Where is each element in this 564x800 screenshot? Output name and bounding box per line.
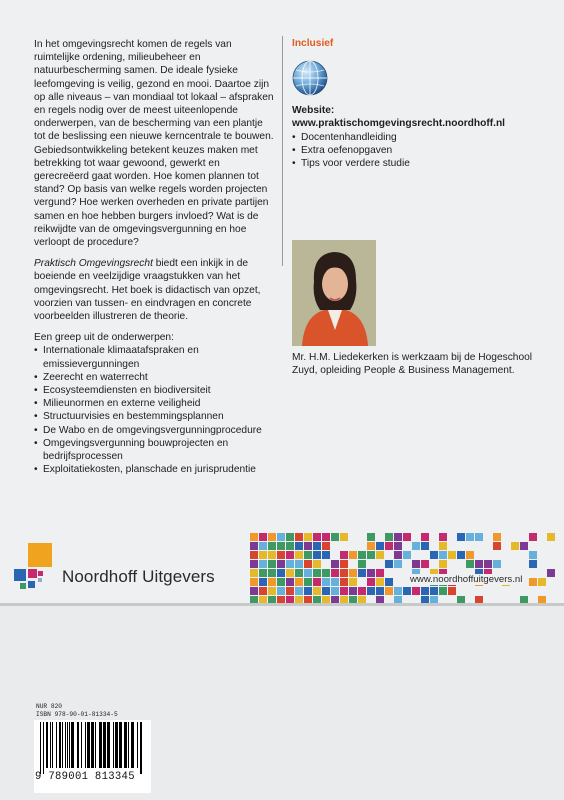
topic-item: • Milieunormen en externe veiligheid (34, 397, 274, 410)
description-text: biedt een inkijk in de boeiende en veelzijdige vraagstukken van het omgevingsrecht. Het boek is didactisch van opzet, voorzien van tussen- en eindvragen en concrete voorbeelden illustreren de theorie. (34, 258, 261, 323)
isbn-code: ISBN 978-90-01-81334-5 (36, 711, 118, 718)
mosaic-tile (385, 560, 393, 568)
mosaic-tile (259, 542, 267, 550)
mosaic-tile (358, 551, 366, 559)
mosaic-tile (295, 560, 303, 568)
barcode-bar (43, 722, 44, 774)
mosaic-tile (259, 551, 267, 559)
mosaic-tile (385, 587, 393, 595)
topic-item: • Exploitatiekosten, planschade en jurisprudentie (34, 463, 274, 476)
mosaic-tile (286, 551, 294, 559)
mosaic-tile (268, 533, 276, 541)
mosaic-tile (340, 560, 348, 568)
book-title-inline: Praktisch Omgevingsrecht (34, 258, 153, 270)
mosaic-tile (538, 578, 546, 586)
mosaic-tile (250, 587, 258, 595)
mosaic-tile (412, 542, 420, 550)
mosaic-tile (268, 578, 276, 586)
mosaic-tile (286, 533, 294, 541)
mosaic-tile (394, 560, 402, 568)
mosaic-tile (277, 569, 285, 577)
mosaic-tile (313, 551, 321, 559)
barcode-bars (34, 722, 151, 774)
mosaic-tile (295, 578, 303, 586)
topic-item: • Structuurvisies en bestemmingsplannen (34, 410, 274, 423)
topic-item: • Internationale klimaatafspraken en emissievergunningen (34, 344, 274, 370)
mosaic-tile (313, 587, 321, 595)
mosaic-tile (277, 578, 285, 586)
mosaic-tile (439, 551, 447, 559)
mosaic-tile (250, 560, 258, 568)
mosaic-tile (331, 569, 339, 577)
mosaic-tile (376, 569, 384, 577)
horizontal-rule (0, 603, 564, 606)
mosaic-tile (367, 542, 375, 550)
mosaic-tile (277, 533, 285, 541)
mosaic-tile (466, 560, 474, 568)
mosaic-tile (304, 533, 312, 541)
mosaic-tile (295, 533, 303, 541)
barcode-bar (77, 722, 79, 768)
topic-item: • Zeerecht en waterrecht (34, 371, 274, 384)
mosaic-tile (448, 551, 456, 559)
mosaic-tile (430, 587, 438, 595)
mosaic-tile (367, 551, 375, 559)
mosaic-tile (367, 569, 375, 577)
mosaic-tile (439, 542, 447, 550)
author-photo (292, 240, 376, 346)
mosaic-tile (322, 587, 330, 595)
mosaic-tile (340, 533, 348, 541)
mosaic-tile (250, 569, 258, 577)
extras-item: • Tips voor verdere studie (292, 157, 552, 170)
mosaic-tile (430, 551, 438, 559)
barcode-bar (91, 722, 94, 768)
barcode-bar (131, 722, 134, 768)
mosaic-tile (349, 569, 357, 577)
mosaic-tile (349, 551, 357, 559)
barcode-bar (107, 722, 110, 768)
mosaic-tile (457, 533, 465, 541)
mosaic-tile (376, 578, 384, 586)
mosaic-tile (250, 578, 258, 586)
barcode-bar (56, 722, 57, 768)
column-divider (282, 36, 283, 266)
barcode-bar (124, 722, 127, 768)
mosaic-tile (313, 569, 321, 577)
color-mosaic (250, 533, 564, 605)
mosaic-tile (304, 560, 312, 568)
barcode-bar (103, 722, 106, 768)
mosaic-tile (295, 551, 303, 559)
mosaic-tile (340, 587, 348, 595)
mosaic-tile (367, 533, 375, 541)
topics-heading: Een greep uit de onderwerpen: (34, 332, 174, 344)
mosaic-tile (268, 587, 276, 595)
mosaic-tile (349, 587, 357, 595)
mosaic-tile (547, 533, 555, 541)
mosaic-tile (394, 542, 402, 550)
barcode-bar (99, 722, 102, 768)
extras-item: • Extra oefenopgaven (292, 144, 552, 157)
intro-paragraph: In het omgevingsrecht komen de regels van ruimtelijke ordening, milieubeheer en natuurbescherming samen. De ideale fysieke leefomgeving is veilig, gezond en mooi. Daartoe zijn op alle niveaus – van mondiaal tot lokaal – afspraken en regels nodig over de meest uiteenlopende onderwerpen, van de bescherming van een plantje tot de beslissing een nieuwe kerncentrale te bouwen. Gebiedsontwikkeling betekent keuzes maken met betrekking tot waar gewoond, gewerkt en gerecreëerd gaat worden. Hoe komen plannen tot stand? Op basis van welke regels worden projecten vergund? Hoe werken overheden en private partijen samen en hoe hebben burgers invloed? Wat is de reikwijdte van de omgevingsvergunning en hoe verloopt de procedure? (34, 39, 274, 249)
mosaic-tile (259, 578, 267, 586)
mosaic-tile (394, 533, 402, 541)
mosaic-tile (403, 533, 411, 541)
mosaic-tile (367, 587, 375, 595)
publisher-name: Noordhoff Uitgevers (62, 567, 215, 586)
topic-item: • Ecosysteemdiensten en biodiversiteit (34, 384, 274, 397)
mosaic-tile (322, 569, 330, 577)
mosaic-tile (304, 587, 312, 595)
mosaic-tile (421, 587, 429, 595)
mosaic-tile (277, 560, 285, 568)
mosaic-tile (259, 569, 267, 577)
mosaic-tile (403, 587, 411, 595)
mosaic-tile (376, 587, 384, 595)
mosaic-tile (466, 551, 474, 559)
mosaic-tile (529, 533, 537, 541)
publisher-url[interactable]: www.noordhoffuitgevers.nl (410, 574, 523, 585)
mosaic-tile (358, 587, 366, 595)
mosaic-tile (322, 551, 330, 559)
mosaic-tile (421, 560, 429, 568)
mosaic-tile (547, 569, 555, 577)
description-paragraph (34, 257, 274, 323)
website-url[interactable]: www.praktischomgevingsrecht.noordhoff.nl (292, 118, 506, 130)
barcode-bar (119, 722, 122, 768)
mosaic-tile (358, 560, 366, 568)
mosaic-tile (340, 578, 348, 586)
mosaic-tile (277, 551, 285, 559)
mosaic-tile (286, 560, 294, 568)
mosaic-tile (259, 533, 267, 541)
mosaic-tile (259, 587, 267, 595)
mosaic-tile (322, 578, 330, 586)
mosaic-tile (331, 587, 339, 595)
topics-list (34, 344, 274, 476)
mosaic-tile (268, 569, 276, 577)
mosaic-tile (529, 551, 537, 559)
barcode-bar (115, 722, 118, 768)
barcode-bar (140, 722, 142, 774)
mosaic-tile (277, 542, 285, 550)
mosaic-tile (412, 587, 420, 595)
barcode-bar (69, 722, 70, 768)
mosaic-tile (475, 533, 483, 541)
mosaic-tile (295, 569, 303, 577)
mosaic-tile (286, 542, 294, 550)
mosaic-tile (322, 542, 330, 550)
blurb-column (34, 38, 274, 477)
mosaic-tile (331, 578, 339, 586)
mosaic-tile (304, 578, 312, 586)
barcode-bar (87, 722, 90, 768)
barcode-bar (85, 722, 86, 768)
barcode-bar (62, 722, 63, 768)
mosaic-tile (286, 578, 294, 586)
mosaic-tile (331, 533, 339, 541)
mosaic-tile (475, 560, 483, 568)
mosaic-tile (421, 542, 429, 550)
mosaic-tile (304, 551, 312, 559)
mosaic-tile (439, 587, 447, 595)
mosaic-tile (313, 578, 321, 586)
mosaic-tile (394, 587, 402, 595)
mosaic-tile (457, 551, 465, 559)
mosaic-tile (367, 578, 375, 586)
mosaic-tile (385, 533, 393, 541)
mosaic-tile (286, 569, 294, 577)
mosaic-tile (493, 542, 501, 550)
barcode-bar (81, 722, 82, 768)
mosaic-tile (304, 542, 312, 550)
mosaic-tile (250, 533, 258, 541)
barcode-bar (59, 722, 61, 768)
mosaic-tile (277, 587, 285, 595)
barcode-bar (52, 722, 53, 768)
mosaic-tile (376, 551, 384, 559)
mosaic-tile (394, 551, 402, 559)
barcode-bar (128, 722, 129, 768)
barcode-bar (40, 722, 41, 774)
website-label: Website: (292, 105, 335, 117)
barcode-bar (71, 722, 74, 768)
nur-code: NUR 820 (36, 703, 62, 710)
mosaic-tile (529, 560, 537, 568)
mosaic-tile (322, 533, 330, 541)
barcode-bar (137, 722, 138, 768)
extras-list (292, 131, 552, 171)
mosaic-tile (268, 551, 276, 559)
mosaic-tile (295, 587, 303, 595)
barcode-bar (46, 722, 48, 768)
inclusief-heading: Inclusief (292, 38, 334, 49)
mosaic-tile (286, 587, 294, 595)
topic-item: • Omgevingsvergunning bouwprojecten en bedrijfsprocessen (34, 437, 274, 463)
extras-item: • Docentenhandleiding (292, 131, 552, 144)
mosaic-tile (268, 542, 276, 550)
mosaic-tile (493, 560, 501, 568)
barcode-digits: 9 789001 813345 (35, 771, 135, 783)
mosaic-tile (268, 560, 276, 568)
barcode-bar (67, 722, 68, 768)
mosaic-tile (403, 551, 411, 559)
mosaic-tile (259, 560, 267, 568)
mosaic-tile (493, 533, 501, 541)
mosaic-tile (448, 587, 456, 595)
mosaic-tile (511, 542, 519, 550)
mosaic-tile (313, 542, 321, 550)
mosaic-tile (376, 542, 384, 550)
barcode-bar (113, 722, 114, 768)
mosaic-tile (421, 533, 429, 541)
mosaic-tile (520, 542, 528, 550)
mosaic-tile (385, 542, 393, 550)
mosaic-tile (250, 551, 258, 559)
mosaic-tile (295, 542, 303, 550)
mosaic-tile (466, 533, 474, 541)
barcode-bar (65, 722, 66, 768)
mosaic-tile (385, 578, 393, 586)
mosaic-tile (349, 578, 357, 586)
mosaic-tile (331, 560, 339, 568)
mosaic-tile (304, 569, 312, 577)
mosaic-tile (439, 560, 447, 568)
mosaic-tile (340, 569, 348, 577)
mosaic-tile (484, 560, 492, 568)
mosaic-tile (340, 551, 348, 559)
mosaic-tile (250, 542, 258, 550)
barcode-bar (95, 722, 96, 768)
barcode-bar (50, 722, 51, 768)
mosaic-tile (313, 533, 321, 541)
topic-item: • De Wabo en de omgevingsvergunningprocedure (34, 424, 274, 437)
author-caption: Mr. H.M. Liedekerken is werkzaam bij de Hogeschool Zuyd, opleiding People & Business Management. (292, 352, 533, 377)
globe-icon (292, 60, 328, 96)
extras-column (292, 37, 552, 170)
noordhoff-logo-icon (14, 543, 56, 595)
mosaic-tile (412, 560, 420, 568)
mosaic-tile (313, 560, 321, 568)
mosaic-tile (529, 578, 537, 586)
mosaic-tile (439, 533, 447, 541)
mosaic-tile (358, 569, 366, 577)
